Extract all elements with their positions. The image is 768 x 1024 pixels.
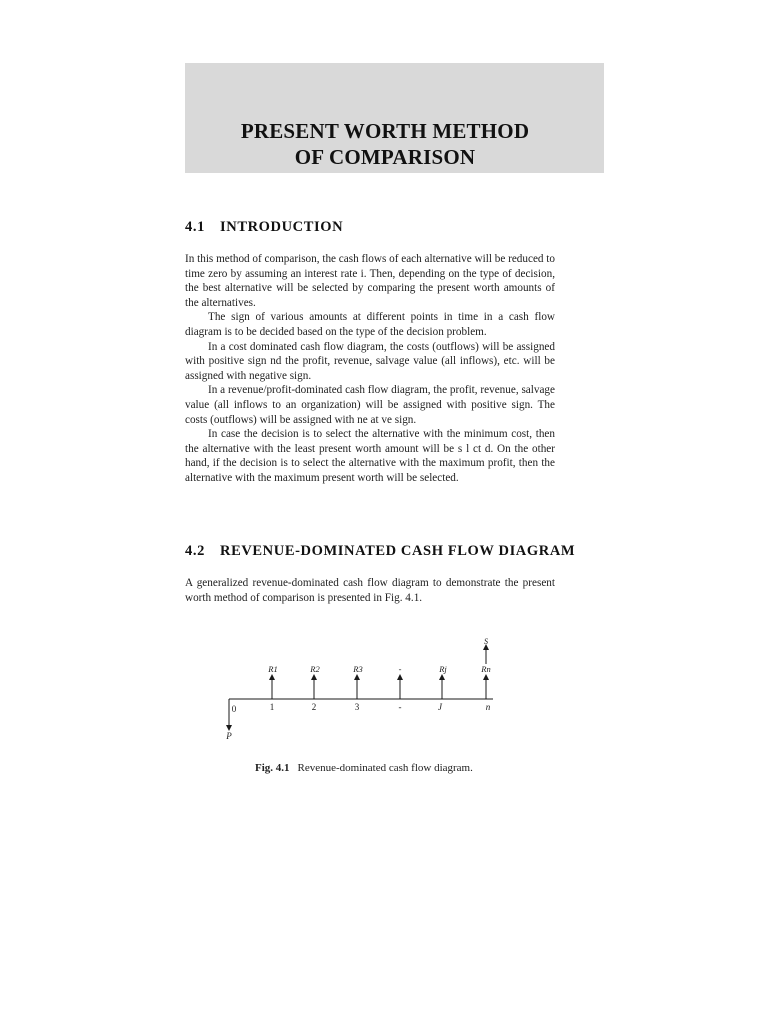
paragraph: In a revenue/profit-dominated cash flow diagram, the profit, revenue, salvage value (all inflows to an organization) will be assigned with positive sign. The costs (outflows) will be assigned with ne at ve sign.: [185, 384, 555, 426]
figure-label: Fig. 4.1: [255, 762, 290, 774]
period-label-3: 3: [354, 702, 360, 712]
inflow-label-j: Rj: [439, 664, 447, 674]
present-worth-label: P: [226, 731, 232, 741]
salvage-label: S: [484, 637, 488, 646]
paragraph: In this method of comparison, the cash flows of each alternative will be reduced to time zero by assuming an interest rate i. Then, depending on the type of decision, the best alternative will be selected by comparing the present worth amounts of the alternatives.: [185, 253, 556, 309]
inflow-label-4: -: [398, 664, 402, 674]
cash-flow-diagram: [215, 628, 515, 748]
figure-caption-text: Revenue-dominated cash flow diagram.: [297, 762, 473, 774]
inflow-label-1: R1: [268, 664, 278, 674]
period-label-2: 2: [311, 702, 317, 712]
section-number: 4.1: [185, 219, 205, 235]
period-label-1: 1: [269, 702, 275, 712]
chapter-title-line-2: OF COMPARISON: [294, 145, 476, 169]
chapter-title-line-1: PRESENT WORTH METHOD: [240, 119, 530, 143]
inflow-label-3: R3: [353, 664, 363, 674]
section-heading-revenue-dominated: [185, 543, 575, 560]
inflow-label-n: Rn: [481, 664, 491, 674]
inflow-label-2: R2: [310, 664, 320, 674]
chapter-title-box: [185, 63, 604, 173]
paragraph: In a cost dominated cash flow diagram, the costs (outflows) will be assigned with positive sign nd the profit, revenue, salvage value (all inflows), etc. will be assigned with negative sign.: [185, 340, 555, 382]
paragraph: In case the decision is to select the alternative with the minimum cost, then the alternative with the least present worth amount will be s l ct d. On the other hand, if the decision is to select the alternative with the maximum profit, then the alternative with the maximum present worth will be selected.: [185, 428, 555, 484]
period-label-j: J: [438, 702, 442, 712]
section-title: INTRODUCTION: [220, 219, 344, 235]
paragraph: The sign of various amounts at different points in time in a cash flow diagram is to be decided based on the type of the decision problem.: [185, 311, 555, 338]
period-label-n: n: [485, 702, 491, 712]
section-number: 4.2: [185, 543, 205, 559]
section-heading-introduction: [185, 219, 343, 236]
figure-caption: [255, 762, 473, 774]
revenue-section-body: [185, 576, 555, 605]
paragraph: A generalized revenue-dominated cash flow diagram to demonstrate the present worth method of comparison is presented in Fig. 4.1.: [185, 577, 555, 604]
period-label-4: -: [398, 702, 402, 712]
introduction-body: [185, 252, 555, 486]
period-label-0: 0: [231, 704, 237, 714]
section-title: REVENUE-DOMINATED CASH FLOW DIAGRAM: [220, 543, 576, 559]
